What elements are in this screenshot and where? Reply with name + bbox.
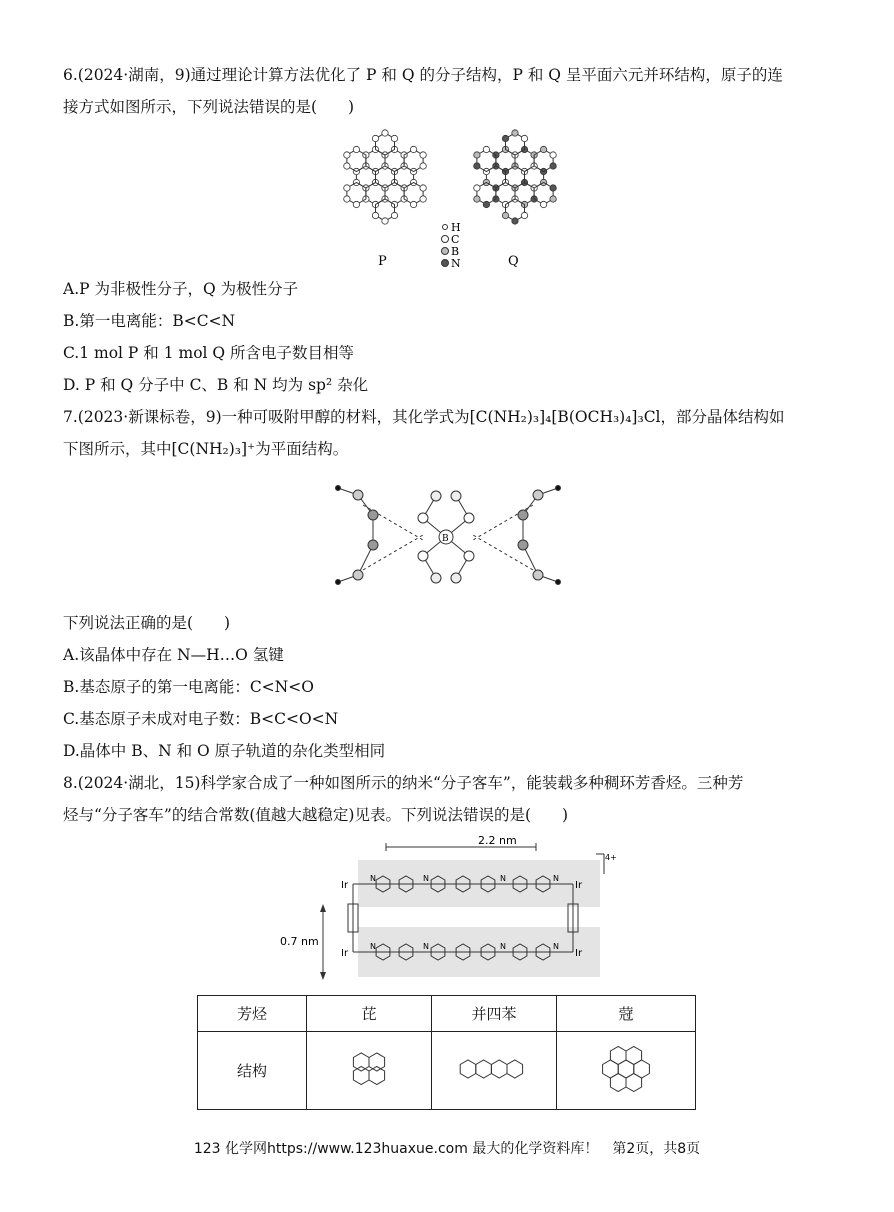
p-atom — [391, 135, 397, 141]
q8-stem-line1: 8.(2024·湖北，15)科学家合成了一种如图所示的纳米“分子客车”，能装载多种稠环芳香烃。三种芳 — [63, 774, 744, 792]
n-atom-3: N — [500, 874, 506, 883]
coronene-structure-drawing — [586, 1034, 666, 1104]
n-atom-8: N — [553, 942, 559, 951]
ir-atom-ll: Ir — [341, 948, 349, 959]
p-atom — [420, 196, 426, 202]
n-atom-5: N — [370, 942, 376, 951]
header-aromatic: 芳烃 — [198, 996, 307, 1032]
label-p: P — [378, 254, 387, 269]
n-atom-1: N — [370, 874, 376, 883]
header-coronene: 蒄 — [557, 996, 696, 1032]
q-atom — [512, 218, 518, 224]
p-atom — [382, 130, 388, 136]
q7-crystal-figure — [318, 470, 578, 605]
row-label-structure: 结构 — [198, 1032, 307, 1110]
header-tetracene: 并四苯 — [432, 996, 557, 1032]
molecule-p — [344, 130, 427, 224]
ir-atom-lr: Ir — [575, 948, 583, 959]
pyrene-ring — [369, 1053, 385, 1071]
q-atom — [521, 135, 527, 141]
n-atom-6: N — [423, 942, 429, 951]
p-atom — [410, 146, 416, 152]
legend-n: N — [451, 257, 461, 270]
q-atom — [474, 185, 480, 191]
legend-h: H — [451, 221, 461, 234]
label-q: Q — [508, 254, 519, 269]
q7-stem-line2: 下图所示，其中[C(NH₂)₃]⁺为平面结构。 — [63, 440, 349, 458]
q-atom — [474, 196, 480, 202]
p-atom — [410, 201, 416, 207]
dim-width: 2.2 nm — [478, 834, 517, 847]
p-atom — [420, 163, 426, 169]
tetracene-ring — [507, 1060, 523, 1078]
aromatics-table — [197, 995, 696, 1110]
q6-stem-line2: 接方式如图所示，下列说法错误的是( ) — [63, 98, 355, 116]
p-atom — [353, 201, 359, 207]
p-atom — [391, 212, 397, 218]
pyrene-structure-drawing — [334, 1044, 404, 1094]
pyrene-ring — [353, 1053, 369, 1071]
p-atom — [344, 163, 350, 169]
q-atom — [540, 146, 546, 152]
q6-option-c: C.1 mol P 和 1 mol Q 所含电子数目相等 — [63, 344, 355, 362]
q-atom — [483, 201, 489, 207]
p-atom — [372, 212, 378, 218]
n-atom-2: N — [423, 874, 429, 883]
p-atom — [344, 185, 350, 191]
pyrene-structure — [307, 1032, 432, 1110]
q7-stem-line1: 7.(2023·新课标卷，9)一种可吸附甲醇的材料，其化学式为[C(NH₂)₃]₄[B(OCH₃)₄]₃Cl，部分晶体结构如 — [63, 408, 785, 426]
n-atom-4: N — [553, 874, 559, 883]
pyrene-ring — [353, 1066, 369, 1084]
p-atom — [353, 146, 359, 152]
q-atom — [550, 185, 556, 191]
q-atom — [550, 196, 556, 202]
q6-stem-line1: 6.(2024·湖南，9)通过理论计算方法优化了 P 和 Q 的分子结构，P 和 Q 呈平面六元并环结构，原子的连 — [63, 66, 783, 84]
tetracene-structure-drawing — [444, 1049, 544, 1089]
q7-option-c: C.基态原子未成对电子数：B<C<O<N — [63, 710, 339, 728]
q7-prompt: 下列说法正确的是( ) — [63, 614, 231, 632]
q7-option-d: D.晶体中 B、N 和 O 原子轨道的杂化类型相同 — [63, 742, 386, 760]
atom-legend — [442, 221, 462, 270]
q-atom — [474, 152, 480, 158]
coronene-ring — [610, 1046, 626, 1064]
legend-c: C — [451, 233, 460, 246]
coronene-ring — [626, 1073, 642, 1091]
q6-figure — [325, 125, 585, 275]
p-atom — [344, 152, 350, 158]
dim-height: 0.7 nm — [280, 935, 319, 948]
page-footer: 123 化学网https://www.123huaxue.com 最大的化学资料库！ 第2页，共8页 — [193, 1141, 701, 1157]
charge: 4+ — [605, 853, 617, 862]
ir-atom-ur: Ir — [575, 880, 583, 891]
p-atom — [420, 152, 426, 158]
tetracene-ring — [476, 1060, 492, 1078]
q-atom — [502, 135, 508, 141]
q-atom — [512, 130, 518, 136]
coronene-ring — [610, 1073, 626, 1091]
header-pyrene: 芘 — [307, 996, 432, 1032]
q-atom — [550, 163, 556, 169]
q7-option-b: B.基态原子的第一电离能：C<N<O — [63, 678, 314, 696]
q-atom — [483, 146, 489, 152]
q6-option-b: B.第一电离能：B<C<N — [63, 312, 236, 330]
p-atom — [382, 218, 388, 224]
molecule-q — [474, 130, 557, 224]
p-atom — [420, 185, 426, 191]
q-atom — [550, 152, 556, 158]
tetracene-ring — [460, 1060, 476, 1078]
coronene-structure — [557, 1032, 696, 1110]
q-atom — [474, 163, 480, 169]
q7-option-a: A.该晶体中存在 N—H…O 氢键 — [63, 646, 284, 664]
q-atom — [502, 212, 508, 218]
legend-b: B — [451, 245, 460, 258]
ir-atom-ul: Ir — [341, 880, 349, 891]
q-atom — [521, 212, 527, 218]
coronene-ring — [626, 1046, 642, 1064]
q6-option-a: A.P 为非极性分子，Q 为极性分子 — [63, 280, 299, 298]
p-atom — [344, 196, 350, 202]
pyrene-ring — [369, 1066, 385, 1084]
tetracene-ring — [491, 1060, 507, 1078]
n-atom-7: N — [500, 942, 506, 951]
q8-molecular-bus-figure — [278, 832, 618, 987]
p-atom — [372, 135, 378, 141]
q6-option-d: D. P 和 Q 分子中 C、B 和 N 均为 sp² 杂化 — [63, 376, 369, 394]
boron-label: B — [442, 534, 449, 544]
tetracene-structure — [432, 1032, 557, 1110]
q8-stem-line2: 烃与“分子客车”的结合常数(值越大越稳定)见表。下列说法错误的是( ) — [63, 806, 569, 824]
q-atom — [540, 201, 546, 207]
